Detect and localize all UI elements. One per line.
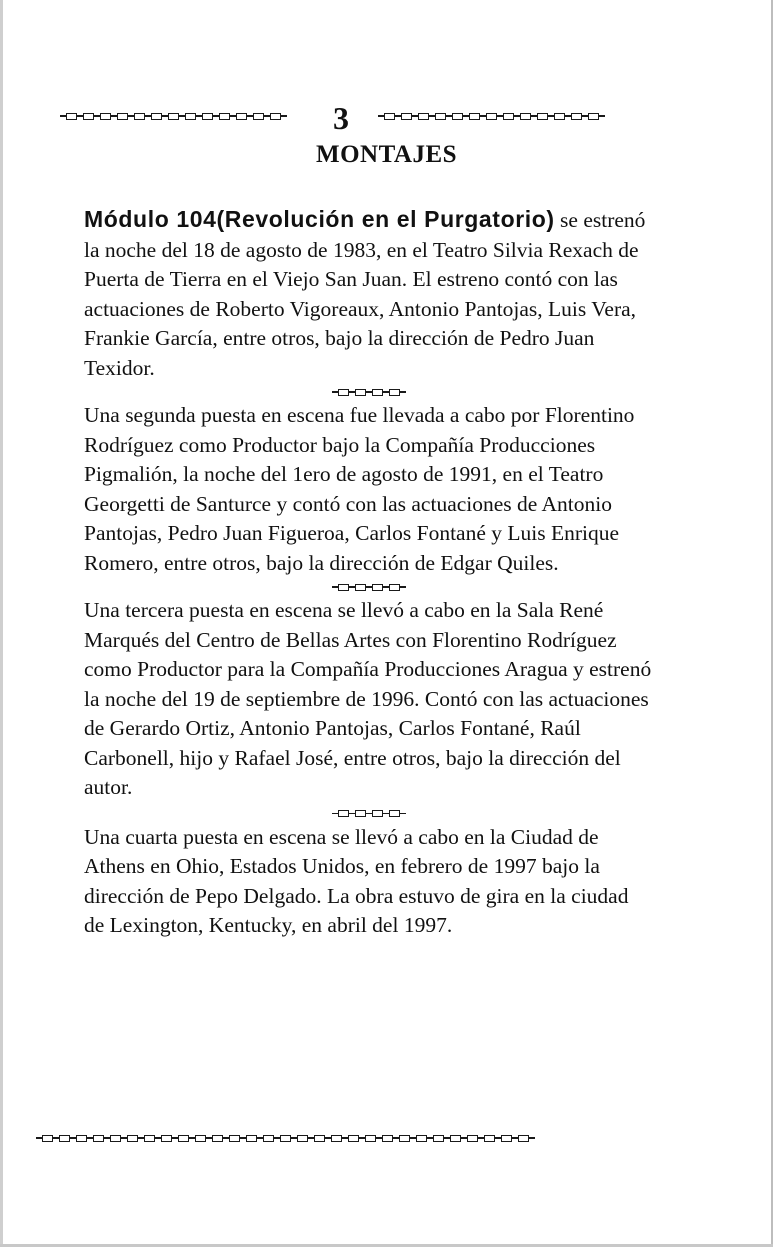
chain-link	[151, 113, 162, 120]
chain-link	[348, 1135, 359, 1142]
chain-ornament	[332, 581, 406, 593]
chain-ornament	[332, 386, 406, 398]
chain-link	[372, 389, 383, 396]
chain-link	[484, 1135, 495, 1142]
chain-link	[399, 1135, 410, 1142]
chain-link	[372, 584, 383, 591]
chain-link	[83, 113, 94, 120]
chain-link	[520, 113, 531, 120]
chain-link	[389, 810, 400, 817]
chain-link	[246, 1135, 257, 1142]
chain-link	[59, 1135, 70, 1142]
paragraph-2: Una segunda puesta en escena fue llevada a cabo por Florentino Rodríguez como Productor bajo la Compañía Producciones Pigmalión, la noche del 1ero de agosto de 1991, en el Teatro Georgetti de Santurce y contó con las actuaciones de Antonio Pantojas, Pedro Juan Figueroa, Carlos Fontané y Luis Enrique Romero, entre otros, bajo la dirección de Edgar Quiles.	[84, 403, 635, 575]
chain-link	[418, 113, 429, 120]
chain-link	[195, 1135, 206, 1142]
paragraph-1	[84, 205, 654, 383]
chain-link	[554, 113, 565, 120]
chain-bar	[400, 391, 406, 393]
separator	[84, 385, 654, 399]
paragraph-text: se estrenó la noche del 18 de agosto de 1983, en el Teatro Silvia Rexach de Puerta de Tierra en el Viejo San Juan. El estreno contó con las actuaciones de Roberto Vigoreaux, Antonio Pantojas, Luis Vera, Frankie García, entre otros, bajo la dirección de Pedro Juan Texidor.	[84, 208, 646, 380]
chain-link	[338, 584, 349, 591]
chain-link	[127, 1135, 138, 1142]
chain-link	[355, 389, 366, 396]
paragraph-3: Una tercera puesta en escena se llevó a cabo en la Sala René Marqués del Centro de Bellas Artes con Florentino Rodríguez como Productor para la Compañía Producciones Aragua y estrenó la noche del 19 de septiembre de 1996. Contó con las actuaciones de Gerardo Ortiz, Antonio Pantojas, Carlos Fontané, Raúl Carbonell, hijo y Rafael José, entre otros, bajo la dirección del autor.	[84, 598, 652, 799]
chain-link	[212, 1135, 223, 1142]
paragraph-4: Una cuarta puesta en escena se llevó a cabo en la Ciudad de Athens en Ohio, Estados Unidos, en febrero de 1997 bajo la dirección de Pepo Delgado. La obra estuvo de gira en la ciudad de Lexington, Kentucky, en abril del 1997.	[84, 824, 629, 937]
chain-link	[401, 113, 412, 120]
chain-link	[314, 1135, 325, 1142]
chain-link	[389, 584, 400, 591]
separator	[84, 580, 654, 594]
chain-link	[588, 113, 599, 120]
chain-link	[355, 810, 366, 817]
chain-link	[518, 1135, 529, 1142]
chain-link	[338, 810, 349, 817]
chain-link	[229, 1135, 240, 1142]
chain-link	[42, 1135, 53, 1142]
chain-link	[338, 389, 349, 396]
chain-link	[76, 1135, 87, 1142]
chain-bar	[599, 115, 605, 117]
separator	[84, 807, 654, 821]
chain-link	[117, 113, 128, 120]
chain-link	[433, 1135, 444, 1142]
chain-link	[416, 1135, 427, 1142]
chain-link	[467, 1135, 478, 1142]
chain-link	[161, 1135, 172, 1142]
work-title: Módulo 104(Revolución en el Purgatorio)	[84, 206, 555, 232]
body-text	[84, 205, 654, 941]
chain-link	[571, 113, 582, 120]
chain-link	[501, 1135, 512, 1142]
chain-link	[219, 113, 230, 120]
chain-link	[435, 113, 446, 120]
chain-link	[202, 113, 213, 120]
chain-link	[263, 1135, 274, 1142]
chain-link	[185, 113, 196, 120]
chain-link	[144, 1135, 155, 1142]
chain-link	[372, 810, 383, 817]
chain-bar	[400, 586, 406, 588]
chain-ornament	[332, 808, 406, 820]
chain-link	[389, 389, 400, 396]
chain-link	[382, 1135, 393, 1142]
chain-link	[331, 1135, 342, 1142]
chain-link	[236, 113, 247, 120]
chain-ornament-footer	[36, 1132, 535, 1144]
chain-link	[280, 1135, 291, 1142]
chain-link	[537, 113, 548, 120]
chain-link	[503, 113, 514, 120]
chain-link	[178, 1135, 189, 1142]
chain-link	[450, 1135, 461, 1142]
chain-link	[100, 113, 111, 120]
chapter-number: 3	[333, 100, 349, 136]
chain-link	[110, 1135, 121, 1142]
chain-link	[253, 113, 264, 120]
page-edge	[0, 0, 3, 1247]
chain-ornament-right	[378, 110, 605, 122]
chain-link	[66, 113, 77, 120]
chain-ornament-left	[60, 110, 287, 122]
chain-bar	[529, 1137, 535, 1139]
chain-link	[355, 584, 366, 591]
chain-link	[134, 113, 145, 120]
chain-link	[93, 1135, 104, 1142]
chain-link	[270, 113, 281, 120]
chain-bar	[281, 115, 287, 117]
chain-link	[297, 1135, 308, 1142]
chapter-title: MONTAJES	[315, 141, 458, 168]
chain-link	[469, 113, 480, 120]
chain-bar	[400, 813, 406, 815]
chain-link	[452, 113, 463, 120]
chain-link	[384, 113, 395, 120]
chain-link	[168, 113, 179, 120]
chain-link	[365, 1135, 376, 1142]
chain-link	[486, 113, 497, 120]
